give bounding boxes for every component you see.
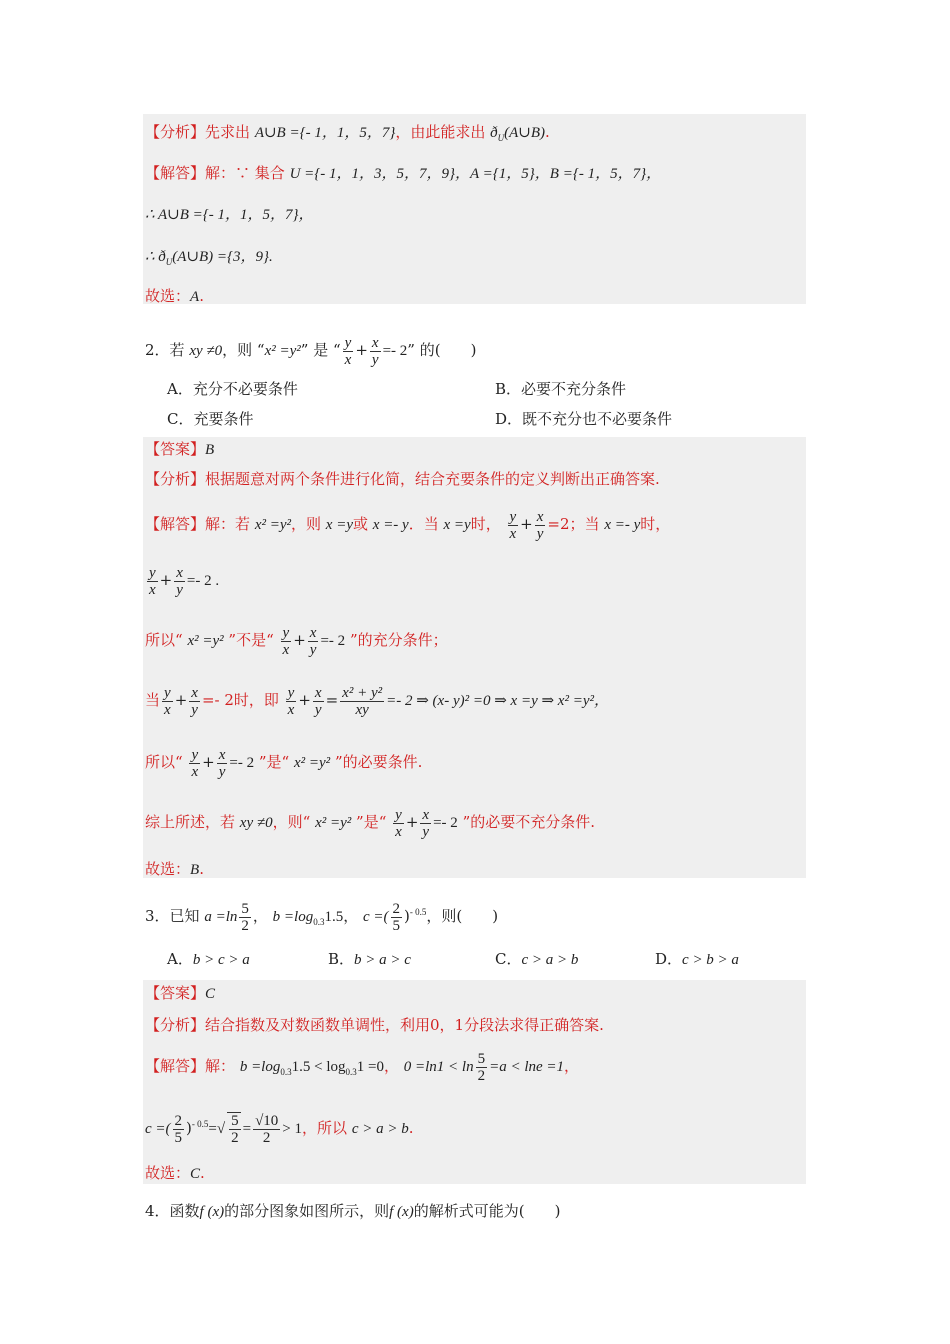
q2-question: 2．若 xy ≠0，则 “x² =y²” 是 “ $\frac{y}{x}$ + $\frac{x}{y}$ =- 2” 的( )	[145, 334, 477, 368]
q1-solution-line3: ∴ $ð_U(A\cup B) =\{3$，9}.	[145, 249, 273, 267]
q2-solution-line6: 综上所述，若 xy ≠0，则“ x² =y² ”是“ $\frac{y}{x}$ + $\frac{x}{y}$ =- 2 ”的必要不充分条件.	[145, 806, 596, 840]
q2-option-b[interactable]: B．必要不充分条件	[495, 380, 627, 398]
q2-answer: 【答案】B	[145, 440, 215, 458]
q3-question: 3．已知 a =ln $\frac{5}{2}$ ， $b =\log_{0.3}1.5$， c =( $\frac{2}{5}$ )$^{- 0.5}$，则( )	[145, 900, 499, 934]
q3-option-c[interactable]: C．c > a > b	[495, 950, 579, 968]
q1-analysis: 【分析】先求出 A∪B ={- 1，1，5，7}，由此能求出 $ð_U(A\cup B)$.	[145, 123, 550, 143]
q3-option-a[interactable]: A．b > c > a	[167, 950, 250, 968]
q3-option-b[interactable]: B．b > a > c	[328, 950, 411, 968]
q3-analysis: 【分析】结合指数及对数函数单调性，利用0，1分段法求得正确答案.	[145, 1016, 604, 1034]
q3-solution-line2: c =( $\frac{2}{5}$ )$^{- 0.5}$=√ $\frac{5}{2}$ = $\frac{√10}{2}$ > 1，所以 c > a > b.	[145, 1112, 414, 1146]
q2-option-d[interactable]: D．既不充分也不必要条件	[495, 410, 673, 428]
q3-choose: 故选：C.	[145, 1164, 205, 1182]
q2-solution-line1: 【解答】解：若 x² =y²，则 x =y或 x =- y．当 x =y时， $\frac{y}{x}$ + $\frac{x}{y}$ =2；当 x =- y时，	[145, 508, 671, 542]
q1-choose: 故选：A.	[145, 287, 204, 305]
q2-solution-line5: 所以“ $\frac{y}{x}$ + $\frac{x}{y}$ =- 2 ”是“ x² =y² ”的必要条件.	[145, 746, 423, 780]
q3-solution-line1: 【解答】解： $b =\log_{0.3}1.5 < \log_{0.3}1 =0$， 0 =ln1 < ln $\frac{5}{2}$ =a < lne =1，	[145, 1050, 580, 1084]
q2-solution-line4: 当 $\frac{y}{x}$ + $\frac{x}{y}$ =- 2时，即 $\frac{y}{x}$ + $\frac{x}{y}$ = $\frac{\text{x² + y²}}{xy}$ =- 2 ⇒ (x- y)² =0 ⇒ x =y ⇒ x² =y²，	[145, 684, 609, 718]
q3-answer: 【答案】C	[145, 984, 216, 1002]
q1-solution-line1: 【解答】解：∵ 集合 U ={- 1，1，3，5，7，9}，A ={1，5}，B ={- 1，5，7}，	[145, 164, 662, 182]
q1-solution-line2: ∴ A∪B ={- 1，1，5，7}，	[145, 207, 314, 223]
q2-solution-line3: 所以“ x² =y² ”不是“ $\frac{y}{x}$ + $\frac{x}{y}$ =- 2 ”的充分条件；	[145, 624, 448, 658]
q4-question: 4．函数f (x)的部分图象如图所示，则f (x)的解析式可能为( )	[145, 1202, 561, 1220]
q2-option-a[interactable]: A．充分不必要条件	[167, 380, 298, 398]
q3-option-d[interactable]: D．c > b > a	[655, 950, 739, 968]
q2-solution-line2: $\frac{y}{x}$ + $\frac{x}{y}$ =- 2 .	[149, 564, 220, 598]
q2-analysis: 【分析】根据题意对两个条件进行化简，结合充要条件的定义判断出正确答案.	[145, 470, 660, 488]
q2-choose: 故选：B.	[145, 860, 204, 878]
q2-option-c[interactable]: C．充要条件	[167, 410, 254, 428]
